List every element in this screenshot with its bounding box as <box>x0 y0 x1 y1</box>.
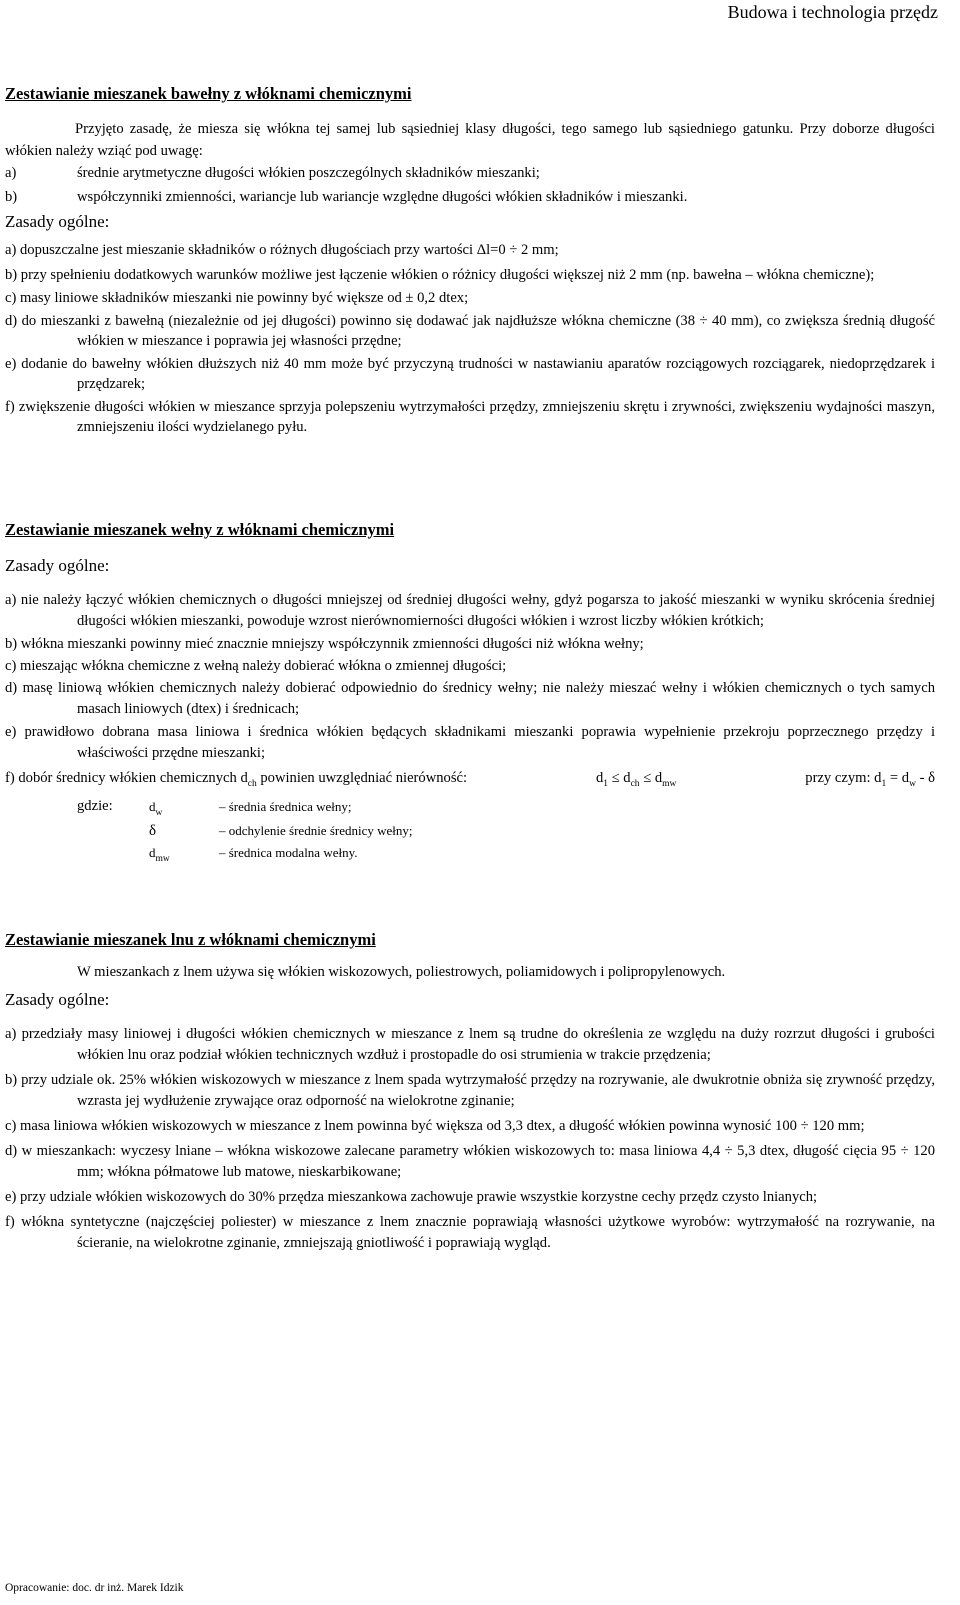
symbol: δ <box>149 823 157 839</box>
rule-item: c) masy liniowe składników mieszanki nie powinny być większe od ± 0,2 dtex; <box>5 290 469 306</box>
section-wool <box>5 520 935 866</box>
rule-f-middle: powinien uwzględniać nierówność: <box>256 770 468 786</box>
rule-item: b) przy udziale ok. 25% włókien wiskozowych w mieszance z lnem spada wytrzymałość przędzy na rozrywanie, ale dwukrotnie obniża się zrywność przędzy, wzrasta jej wydłużenie zrywające oraz odporność na wielokrotne zginanie; <box>5 1072 935 1109</box>
subscript: ch <box>630 779 640 789</box>
section-title: Zestawianie mieszanek lnu z włóknami chemicznymi <box>5 930 376 949</box>
legend-text: – średnia średnica wełny; <box>219 799 352 814</box>
subheading: Zasady ogólne: <box>5 212 110 231</box>
list-label: a) <box>5 165 17 181</box>
gdzie-label: gdzie: <box>77 798 113 814</box>
rule-item: f) włókna syntetyczne (najczęściej poliester) w mieszance z lnem znacznie poprawiają własności użytkowe wyrobów: wytrzymałość na rozrywanie, na ścieranie, na wielokrotne zginanie, zmniejszają gniotliwość i poprawiają wygląd. <box>5 1214 935 1251</box>
rule-item: a) dopuszczalne jest mieszanie składników o różnych długościach przy wartości Δl=0 ÷ 2 mm; <box>5 242 559 258</box>
formula-text: przy czym: d <box>805 770 882 786</box>
subscript: w <box>909 779 916 789</box>
legend-symbol <box>149 796 219 820</box>
rule-item: b) przy spełnieniu dodatkowych warunków możliwe jest łączenie włókien o różnicy długości większej niż 2 mm (np. bawełna – włókna chemiczne); <box>5 267 875 283</box>
legend-gdzie <box>77 796 935 866</box>
rule-item: d) w mieszankach: wyczesy lniane – włókna wiskozowe zalecane parametry włókien wiskozowych to: masa liniowa 4,4 ÷ 5,3 dtex, długość cięcia 95 ÷ 120 mm; włókna półmatowe lub matowe, nieskarbikowane; <box>5 1143 935 1180</box>
rule-item: d) masę liniową włókien chemicznych należy dobierać odpowiednio do średnicy wełny; nie należy mieszać wełny i włókien chemicznych o tych samych masach liniowych (dtex) i średnicach; <box>5 680 935 717</box>
paragraph: Przyjęto zasadę, że miesza się włókna tej samej lub sąsiedniej klasy długości, tego samego lub sąsiedniego gatunku. Przy doborze długości włókien należy wziąć pod uwagę: <box>5 121 935 159</box>
rule-item: d) do mieszanki z bawełną (niezależnie od jej długości) powinno się dodawać jak najdłuższe włókna chemiczne (38 ÷ 40 mm), co zwiększa średnią długość włókien w mieszance i poprawia jej własności przędne; <box>5 313 935 349</box>
subscript: ch <box>247 779 257 789</box>
rule-item: f) zwiększenie długości włókien w mieszance sprzyja polepszeniu wytrzymałości przędzy, zmniejszeniu skrętu i zrywności, zwiększeniu wydajności maszyn, zmniejszeniu ilości wydzielanego pyłu. <box>5 399 935 435</box>
list-text: średnie arytmetyczne długości włókien poszczególnych składników mieszanki; <box>77 165 540 181</box>
symbol: ≤ d <box>639 770 663 786</box>
rule-f-text <box>5 768 467 790</box>
legend-symbol <box>149 820 219 842</box>
section-cotton <box>5 84 935 439</box>
paragraph: W mieszankach z lnem używa się włókien wiskozowych, poliestrowych, poliamidowych i polipropylenowych. <box>77 964 726 980</box>
legend-symbol <box>149 842 219 866</box>
symbol: ≤ d <box>607 770 631 786</box>
formula-text: - δ <box>915 770 935 786</box>
section-flax <box>5 930 935 1256</box>
subscript: mw <box>662 779 677 789</box>
list-item <box>5 186 935 208</box>
rule-item: a) nie należy łączyć włókien chemicznych o długości mniejszej od średniej długości wełny, gdyż pogarsza to jakość mieszanki w wyniku skrócenia średniej długości włókien mieszanki, powoduje wzrost nierównomierności długości włókien i wzrost liczby włókien krótkich; <box>5 592 935 629</box>
symbol: d <box>149 845 156 860</box>
list-item <box>5 162 935 184</box>
rule-item: c) masa liniowa włókien wiskozowych w mieszance z lnem powinna być większa od 3,3 dtex, a długość włókien powinna wynosić 100 ÷ 120 mm; <box>5 1118 865 1134</box>
subscript: mw <box>155 854 170 864</box>
legend-text: – średnica modalna wełny. <box>219 845 358 860</box>
inequality <box>596 768 676 790</box>
symbol: d <box>149 799 156 814</box>
subscript: 1 <box>881 779 887 789</box>
subscript: 1 <box>603 779 608 789</box>
running-header: Budowa i technologia przędz <box>727 2 938 22</box>
symbol: d <box>595 770 604 786</box>
section-title: Zestawianie mieszanek wełny z włóknami chemicznymi <box>5 520 395 539</box>
formula-przy <box>805 768 935 790</box>
rule-item: c) mieszając włókna chemiczne z wełną należy dobierać włókna o zmiennej długości; <box>5 658 507 674</box>
rule-item: e) dodanie do bawełny włókien dłuższych niż 40 mm może być przyczyną trudności w nastawianiu aparatów rozciągowych rozciągarek, niedoprzędzarek i przędzarek; <box>5 356 935 392</box>
list-text: współczynniki zmienności, wariancje lub wariancje względne długości włókien składników i mieszanki. <box>77 189 688 205</box>
subheading: Zasady ogólne: <box>5 556 110 575</box>
subscript: w <box>155 808 163 818</box>
footer-author: Opracowanie: doc. dr inż. Marek Idzik <box>5 1582 184 1594</box>
subheading: Zasady ogólne: <box>5 990 110 1009</box>
rule-item: e) przy udziale włókien wiskozowych do 30% przędza mieszankowa zachowuje prawie wszystkie korzystne cechy przędz czysto lnianych; <box>5 1189 818 1205</box>
rule-item: b) włókna mieszanki powinny mieć znacznie mniejszy współczynnik zmienności długości niż włókna wełny; <box>5 636 644 652</box>
legend-text: – odchylenie średnie średnicy wełny; <box>219 823 413 838</box>
rule-item-inequality <box>5 768 935 790</box>
formula-text: = d <box>886 770 910 786</box>
rule-item: e) prawidłowo dobrana masa liniowa i średnica włókien będących składnikami mieszanki poprawia wypełnienie przekroju poprzecznego przędzy i właściwości przędne mieszanki; <box>5 724 935 761</box>
rule-item: a) przedziały masy liniowej i długości włókien chemicznych w mieszance z lnem są trudne do określenia ze względu na duży rozrzut długości i grubości włókien lnu oraz podział włókien technicznych wzdłuż i prostopadle do osi strumienia w trakcie przędzenia; <box>5 1026 935 1063</box>
section-title: Zestawianie mieszanek bawełny z włóknami chemicznymi <box>5 84 412 103</box>
list-label: b) <box>5 189 18 205</box>
rule-f-prefix: f) dobór średnicy włókien chemicznych d <box>5 770 248 786</box>
